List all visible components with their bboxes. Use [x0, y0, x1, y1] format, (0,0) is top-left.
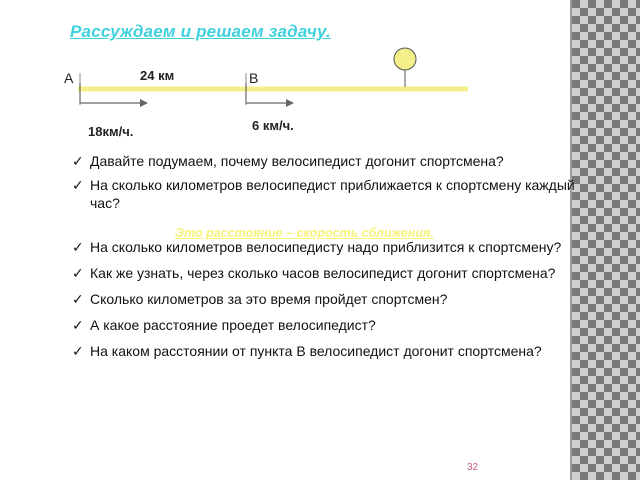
point-b-label: В: [249, 70, 259, 86]
runner-speed-label: 6 км/ч.: [252, 118, 294, 133]
runner-arrowhead: [286, 99, 294, 107]
slide-number: 32: [467, 462, 479, 473]
cyclist-arrowhead: [140, 99, 148, 107]
question-text: На сколько километров велосипедисту надо приблизится к спортсмену?: [90, 239, 562, 255]
list-item: [72, 238, 577, 256]
question-text: Сколько километров за это время пройдет спортсмен?: [90, 291, 448, 307]
checkmark-icon: ✓: [72, 239, 84, 255]
checkmark-icon: ✓: [72, 343, 84, 359]
question-text: На сколько километров велосипедист приближается к спортсмену каждый час?: [90, 177, 575, 211]
question-list: [72, 152, 577, 368]
distance-label: 24 км: [140, 68, 175, 83]
runner-arrow: [246, 83, 286, 103]
question-text: Давайте подумаем, почему велосипедист догонит спортсмена?: [90, 153, 504, 169]
slide-title: Рассуждаем и решаем задачу.: [70, 22, 331, 41]
checkmark-icon: ✓: [72, 291, 84, 307]
point-a-label: А: [64, 70, 74, 86]
list-item: [72, 152, 577, 170]
checkmark-icon: ✓: [72, 153, 84, 169]
question-text: А какое расстояние проедет велосипедист?: [90, 317, 376, 333]
question-text: На каком расстоянии от пункта В велосипедист догонит спортсмена?: [90, 343, 542, 359]
checkmark-icon: ✓: [72, 177, 84, 193]
list-item: [72, 342, 577, 360]
list-item: [72, 176, 577, 212]
list-item: [72, 316, 577, 334]
approach-speed-note: Это расстояние – скорость сближения.: [175, 226, 434, 240]
cyclist-speed-label: 18км/ч.: [88, 124, 134, 139]
list-item: [72, 290, 577, 308]
checkmark-icon: ✓: [72, 317, 84, 333]
list-item: [72, 264, 577, 282]
question-text: Как же узнать, через сколько часов велосипедист догонит спортсмена?: [90, 265, 556, 281]
marker-circle: [394, 48, 416, 70]
checkmark-icon: ✓: [72, 265, 84, 281]
cyclist-arrow: [80, 83, 140, 103]
